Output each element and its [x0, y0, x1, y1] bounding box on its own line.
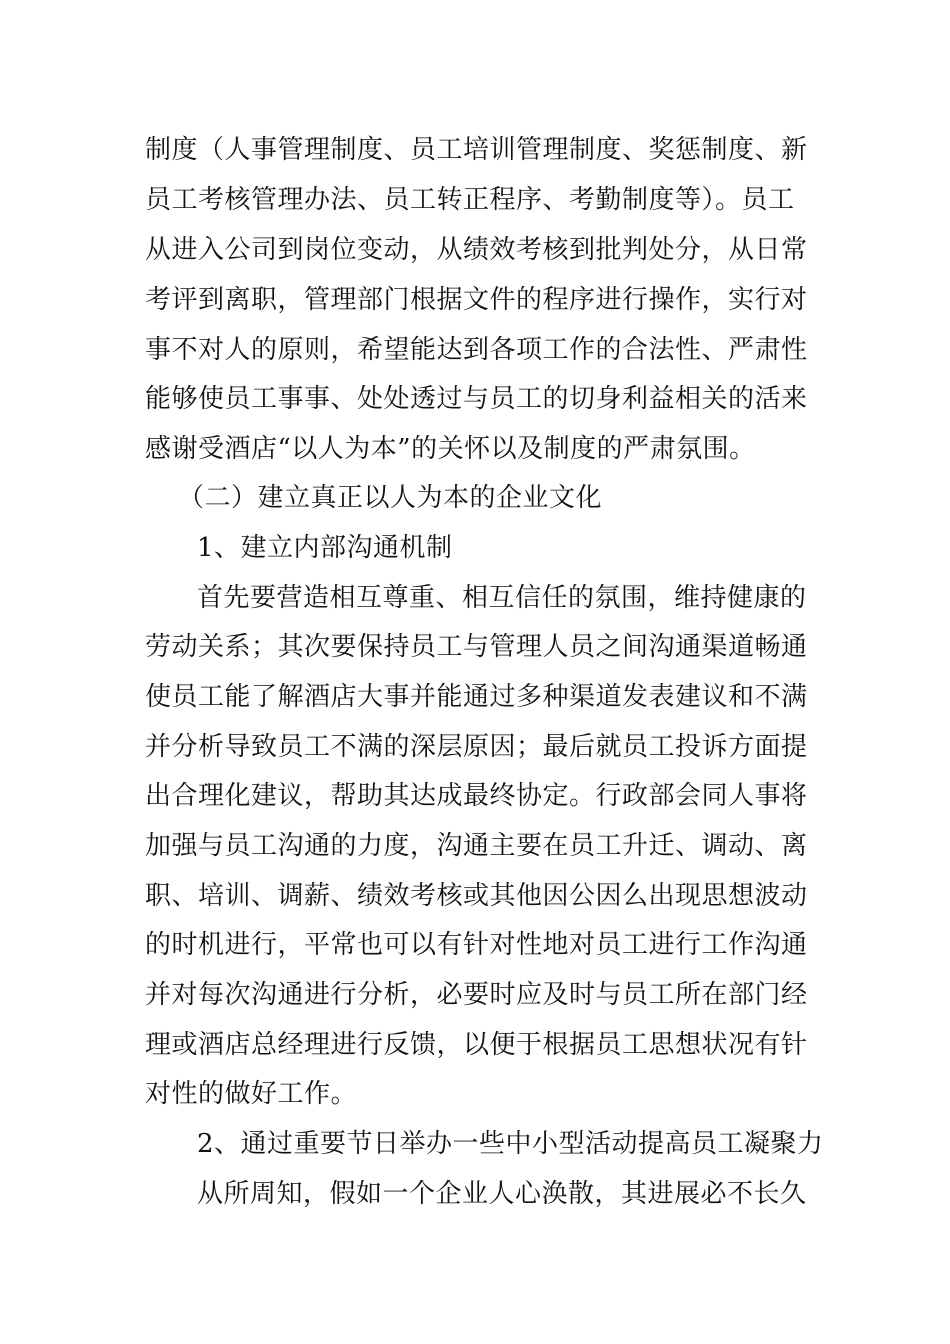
text-line: 并分析导致员工不满的深层原因；最后就员工投诉方面提 — [145, 732, 808, 762]
text-line: 员工考核管理办法、员工转正程序、考勤制度等）。员工 — [145, 185, 795, 215]
text-line: 并对每次沟通进行分析，必要时应及时与员工所在部门经 — [145, 980, 808, 1010]
text-line: 理或酒店总经理进行反馈，以便于根据员工思想状况有针 — [145, 1030, 808, 1060]
text-line: 劳动关系；其次要保持员工与管理人员之间沟通渠道畅通 — [145, 632, 808, 662]
text-line: 对性的做好工作。 — [145, 1079, 358, 1109]
text-line: 职、培训、调薪、绩效考核或其他因公因么出现思想波动 — [145, 881, 808, 911]
text-line: 首先要营造相互尊重、相互信任的氛围，维持健康的 — [197, 583, 807, 613]
text-line: 的时机进行，平常也可以有针对性地对员工进行工作沟通 — [145, 930, 808, 960]
text-line: 制度（人事管理制度、员工培训管理制度、奖惩制度、新 — [145, 135, 808, 165]
text-line: 能够使员工事事、处处透过与员工的切身利益相关的活来 — [145, 384, 808, 414]
text-line: 加强与员工沟通的力度，沟通主要在员工升迁、调动、离 — [145, 831, 808, 861]
subsection-heading: 2、通过重要节日举办一些中小型活动提高员工凝聚力 — [197, 1129, 824, 1159]
text-line: 使员工能了解酒店大事并能通过多种渠道发表建议和不满 — [145, 682, 808, 712]
text-line: 从所周知，假如一个企业人心涣散，其进展必不长久 — [197, 1179, 807, 1209]
text-line: 感谢受酒店“以人为本”的关怀以及制度的严肃氛围。 — [145, 434, 756, 464]
section-heading: （二）建立真正以人为本的企业文化 — [178, 483, 603, 513]
text-line: 从进入公司到岗位变动，从绩效考核到批判处分，从日常 — [145, 235, 808, 265]
subsection-heading: 1、建立内部沟通机制 — [197, 533, 453, 563]
text-line: 事不对人的原则，希望能达到各项工作的合法性、严肃性 — [145, 335, 808, 365]
text-line: 考评到离职，管理部门根据文件的程序进行操作，实行对 — [145, 285, 808, 315]
text-line: 出合理化建议，帮助其达成最终协定。行政部会同人事将 — [145, 781, 808, 811]
